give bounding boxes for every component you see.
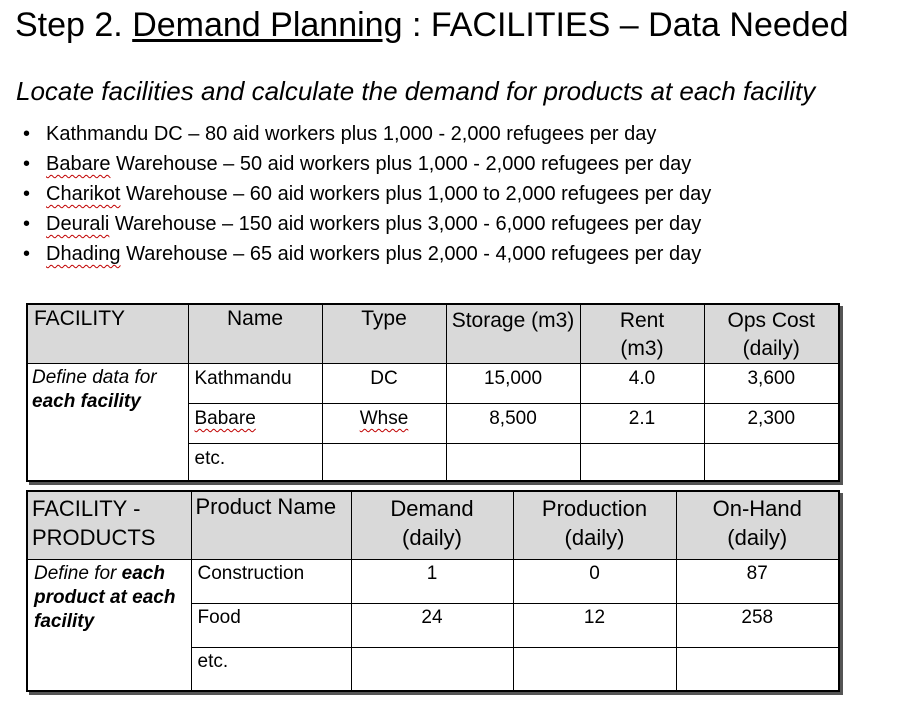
header-on-hand: On-Hand (daily) bbox=[676, 491, 839, 559]
slide-subtitle: Locate facilities and calculate the demand for products at each facility bbox=[16, 76, 816, 106]
cell-rent: 2.1 bbox=[580, 404, 704, 444]
cell-ops-cost bbox=[704, 444, 839, 481]
facilities-table bbox=[26, 303, 840, 482]
facility-detail: – 80 aid workers plus 1,000 - 2,000 refugees per day bbox=[182, 123, 657, 145]
cell-type bbox=[322, 404, 446, 444]
cell-production: 12 bbox=[513, 603, 676, 647]
facility-name: Deurali bbox=[46, 213, 110, 235]
table-header-row bbox=[27, 304, 839, 364]
header-production: Production (daily) bbox=[513, 491, 676, 559]
facility-detail: Warehouse – 60 aid workers plus 1,000 to 2,000 refugees per day bbox=[120, 183, 712, 205]
header-storage: Storage (m3) bbox=[446, 304, 580, 364]
cell-ops-cost: 2,300 bbox=[704, 404, 839, 444]
products-table bbox=[26, 490, 840, 692]
header-name: Name bbox=[188, 304, 322, 364]
cell-product-name: Construction bbox=[191, 559, 351, 603]
cell-storage: 15,000 bbox=[446, 364, 580, 404]
facility-name: Babare bbox=[46, 153, 111, 175]
cell-on-hand: 87 bbox=[676, 559, 839, 603]
list-item bbox=[20, 240, 711, 270]
cell-on-hand bbox=[676, 647, 839, 691]
facility-name: Charikot bbox=[46, 183, 121, 205]
facility-detail: Warehouse – 50 aid workers plus 1,000 - 2,000 refugees per day bbox=[110, 153, 692, 175]
table-header-row bbox=[27, 491, 839, 559]
header-facility: FACILITY bbox=[27, 304, 188, 364]
table-row bbox=[27, 559, 839, 603]
cell-name: etc. bbox=[188, 444, 322, 481]
facility-detail: Warehouse – 150 aid workers plus 3,000 - 6,000 refugees per day bbox=[109, 213, 702, 235]
cell-production bbox=[513, 647, 676, 691]
label-line2: each facility bbox=[32, 391, 141, 412]
cell-type-text: Whse bbox=[359, 408, 409, 429]
table-row bbox=[27, 364, 839, 404]
cell-name bbox=[188, 404, 322, 444]
cell-demand bbox=[351, 647, 513, 691]
slide-title bbox=[15, 6, 849, 45]
cell-name-text: Babare bbox=[194, 408, 256, 429]
cell-demand: 1 bbox=[351, 559, 513, 603]
facility-detail: Warehouse – 65 aid workers plus 2,000 - 4,000 refugees per day bbox=[120, 243, 702, 265]
label-line1: Define data for bbox=[32, 367, 157, 388]
cell-production: 0 bbox=[513, 559, 676, 603]
header-demand: Demand (daily) bbox=[351, 491, 513, 559]
title-underlined: Demand Planning bbox=[132, 6, 403, 44]
label-part1: Define for bbox=[34, 562, 122, 584]
cell-demand: 24 bbox=[351, 603, 513, 647]
title-prefix: Step 2. bbox=[15, 6, 123, 44]
list-item bbox=[20, 120, 711, 150]
facility-list bbox=[20, 120, 711, 270]
cell-product-name: etc. bbox=[191, 647, 351, 691]
facility-name: Dhading bbox=[46, 243, 121, 265]
cell-ops-cost: 3,600 bbox=[704, 364, 839, 404]
cell-product-name: Food bbox=[191, 603, 351, 647]
list-item bbox=[20, 180, 711, 210]
row-label bbox=[27, 559, 191, 691]
cell-rent: 4.0 bbox=[580, 364, 704, 404]
title-suffix: : FACILITIES – Data Needed bbox=[411, 6, 849, 44]
header-product-name: Product Name bbox=[191, 491, 351, 559]
list-item bbox=[20, 210, 711, 240]
cell-on-hand: 258 bbox=[676, 603, 839, 647]
facility-name: Kathmandu DC bbox=[46, 123, 183, 145]
cell-type: DC bbox=[322, 364, 446, 404]
list-item bbox=[20, 150, 711, 180]
header-rent: Rent (m3) bbox=[580, 304, 704, 364]
cell-storage: 8,500 bbox=[446, 404, 580, 444]
header-ops-cost: Ops Cost (daily) bbox=[704, 304, 839, 364]
cell-type bbox=[322, 444, 446, 481]
cell-name: Kathmandu bbox=[188, 364, 322, 404]
header-type: Type bbox=[322, 304, 446, 364]
cell-rent bbox=[580, 444, 704, 481]
header-facility-products: FACILITY - PRODUCTS bbox=[27, 491, 191, 559]
cell-storage bbox=[446, 444, 580, 481]
label-part2: each product at each facility bbox=[34, 562, 176, 632]
row-label bbox=[27, 364, 188, 481]
